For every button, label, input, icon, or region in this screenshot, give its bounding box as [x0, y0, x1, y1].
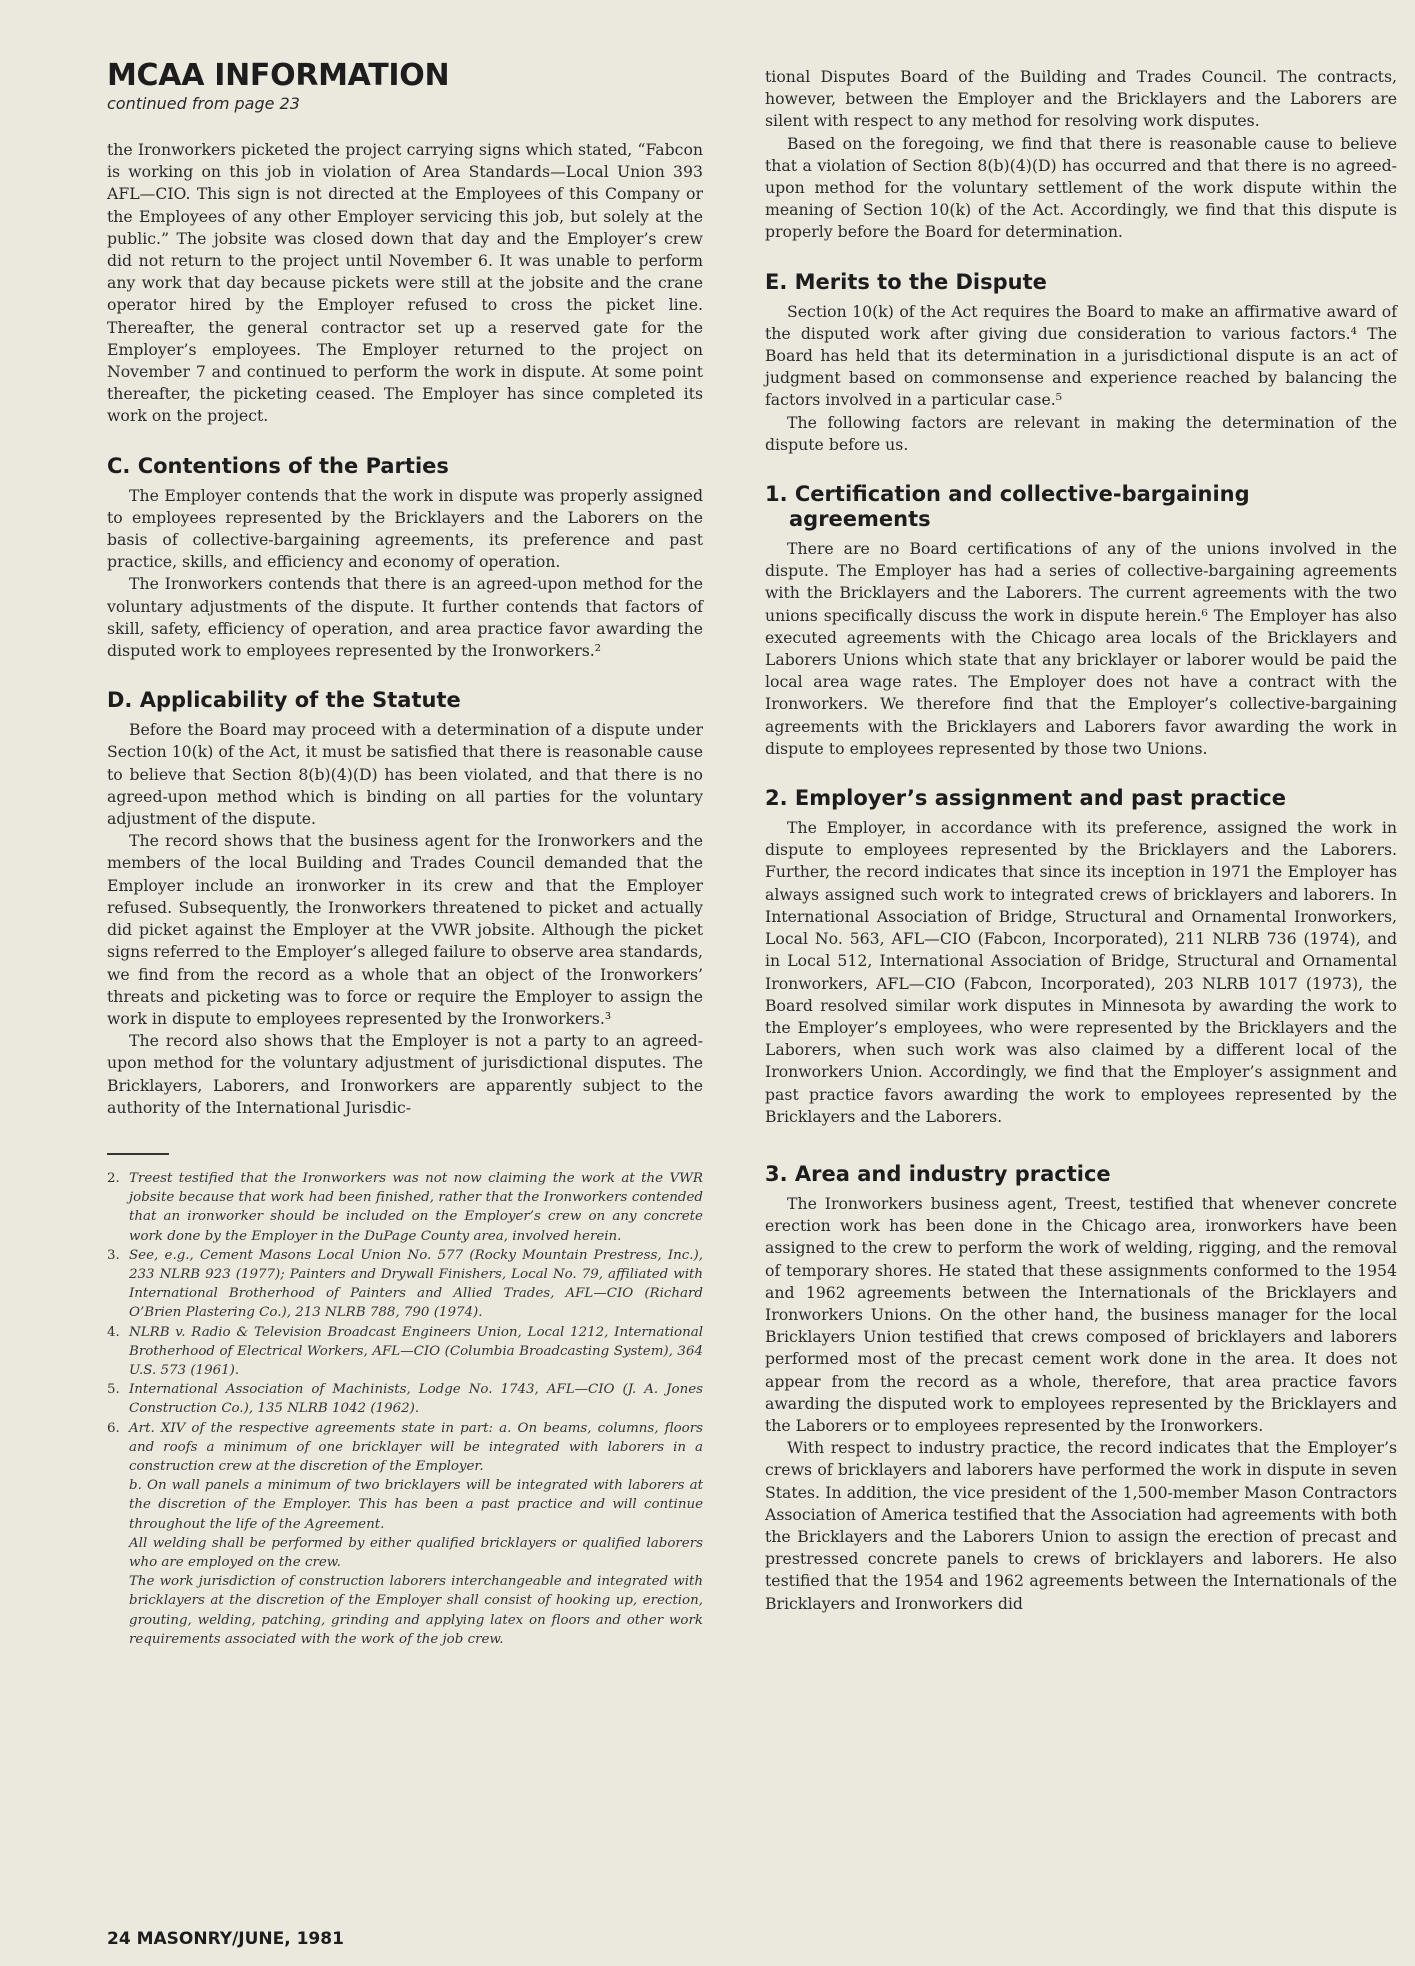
section-e-paragraph: Section 10(k) of the Act requires the Board to make an affirmative award of the disputed work after giving due consideration to various factors.⁴ The Board has held that its determination in a jurisdictional dispute is an act of judgment based on commonsense and experience reached by balancing the factors involved in a particular case.⁵: [765, 301, 1397, 410]
factor-1-heading: 1. Certification and collective-bargaining agreements: [765, 482, 1250, 532]
footnote: 5. International Association of Machinists, Lodge No. 1743, AFL—CIO (J. A. Jones Construction Co.), 135 NLRB 1042 (1962).: [107, 1382, 703, 1417]
section-d-paragraph: Before the Board may proceed with a determination of a dispute under Section 10(k) of the Act, it must be satisfied that there is reasonable cause to believe that Section 8(b)(4)(D) has been violated, and that there is no agreed-upon method which is binding on all parties for the voluntary adjustment of the dispute.: [107, 720, 703, 829]
right-column: [765, 66, 1397, 1615]
factor-3-paragraph: The Ironworkers business agent, Treest, testified that whenever concrete erection work has been done in the Chicago area, ironworkers have been assigned to the crew to perform the work of welding, rigging, and the removal of temporary shores. He stated that these assignments conformed to the 1954 and 1962 agreements between the Internationals of the Bricklayers and Ironworkers Unions. On the other hand, the business manager for the local Bricklayers Union testified that crews composed of bricklayers and laborers performed most of the precast cement work done in the area. It does not appear from the record as a whole, therefore, that area practice favors awarding the disputed work to employees represented by the Bricklayers and the Laborers or to employees represented by the Ironworkers.: [765, 1193, 1397, 1435]
section-e-paragraph: The following factors are relevant in making the determination of the dispute before us.: [765, 412, 1397, 454]
section-d-heading: D. Applicability of the Statute: [107, 688, 461, 713]
footnote: 2. Treest testified that the Ironworkers was not now claiming the work at the VWR jobsite because that work had been finished, rather that the Ironworkers contended that an ironworker should be included on the Employer’s crew on any concrete work done by the Employer in the DuPage County area, involved herein.: [107, 1170, 703, 1244]
footnote: 3. See, e.g., Cement Masons Local Union No. 577 (Rocky Mountain Prestress, Inc.), 233 NLRB 923 (1977); Painters and Drywall Finishers, Local No. 79, affiliated with International Brotherhood of Painters and Allied Trades, AFL—CIO (Richard O’Brien Plastering Co.), 213 NLRB 788, 790 (1974).: [107, 1247, 703, 1321]
footnote-continuation: The work jurisdiction of construction laborers interchangeable and integrated with bricklayers at the discretion of the Employer shall consist of hooking up, erection, grouting, welding, patching, grinding and applying latex on floors and other work requirements associated with the work of the job crew.: [129, 1574, 703, 1647]
footnote: 4. NLRB v. Radio & Television Broadcast Engineers Union, Local 1212, International Brotherhood of Electrical Workers, AFL—CIO (Columbia Broadcasting System), 364 U.S. 573 (1961).: [107, 1324, 703, 1378]
footnote-divider: [107, 1153, 169, 1155]
section-d-paragraph: The record also shows that the Employer is not a party to an agreed-upon method for the voluntary adjustment of jurisdictional disputes. The Bricklayers, Laborers, and Ironworkers are apparently subject to the authority of the International Jurisdic-: [107, 1031, 703, 1117]
left-column: [107, 60, 703, 1649]
footnote: 6. Art. XIV of the respective agreements state in part: a. On beams, columns, floors and roofs a minimum of one bricklayer will be integrated with laborers in a construction crew at the discretion of the Employer.: [107, 1420, 703, 1474]
section-c-heading: C. Contentions of the Parties: [107, 453, 449, 478]
section-e-heading: E. Merits to the Dispute: [765, 269, 1047, 294]
continued-paragraph: tional Disputes Board of the Building and Trades Council. The contracts, however, between the Employer and the Bricklayers and the Laborers are silent with respect to any method for resolving work disputes.: [765, 67, 1397, 131]
factor-3-paragraph: With respect to industry practice, the record indicates that the Employer’s crews of bricklayers and laborers have performed the work in dispute in seven States. In addition, the vice president of the 1,500-member Mason Contractors Association of America testified that the Association had agreements with both the Bricklayers and the Laborers Union to assign the erection of precast and prestressed concrete panels to crews of bricklayers and laborers. He also testified that the 1954 and 1962 agreements between the Internationals of the Bricklayers and Ironworkers did: [765, 1438, 1397, 1613]
footnote-continuation: All welding shall be performed by either qualified bricklayers or qualified laborers who are employed on the crew.: [129, 1535, 703, 1570]
continued-note: continued from page 23: [107, 94, 300, 113]
factor-3-heading: 3. Area and industry practice: [765, 1161, 1111, 1186]
footnote-continuation: b. On wall panels a minimum of two bricklayers will be integrated with laborers at the discretion of the Employer. This has been a past practice and will continue throughout the life of the Agreement.: [129, 1478, 703, 1532]
section-d-paragraph: The record shows that the business agent for the Ironworkers and the members of the local Building and Trades Council demanded that the Employer include an ironworker in its crew and that the Employer refused. Subsequently, the Ironworkers threatened to picket and actually did picket against the Employer at the VWR jobsite. Although the picket signs referred to the Employer’s alleged failure to observe area standards, we find from the record as a whole that an object of the Ironworkers’ threats and picketing was to force or require the Employer to assign the work in dispute to employees represented by the Ironworkers.³: [107, 831, 703, 1028]
factor-2-paragraph: The Employer, in accordance with its preference, assigned the work in dispute to employees represented by the Bricklayers and the Laborers. Further, the record indicates that since its inception in 1971 the Employer has always assigned such work to integrated crews of bricklayers and laborers. In International Association of Bridge, Structural and Ornamental Ironworkers, Local No. 563, AFL—CIO (Fabcon, Incorporated), 211 NLRB 736 (1974), and in Local 512, International Association of Bridge, Structural and Ornamental Ironworkers, AFL—CIO (Fabcon, Incorporated), 203 NLRB 1017 (1973), the Board resolved similar work disputes in Minnesota by awarding the work to the Employer’s employees, who were represented by the Bricklayers and the Laborers, when such work was also claimed by a different local of the Ironworkers Union. Accordingly, we find that the Employer’s assignment and past practice favors awarding the work to employees represented by the Bricklayers and the Laborers.: [765, 818, 1397, 1126]
factor-2-heading: 2. Employer’s assignment and past practice: [765, 786, 1286, 811]
page-title: MCAA INFORMATION: [107, 58, 450, 93]
section-c-paragraph: The Employer contends that the work in dispute was properly assigned to employees represented by the Bricklayers and the Laborers on the basis of collective-bargaining agreements, its preference and past practice, skills, and efficiency and economy of operation.: [107, 485, 703, 572]
page-footer: 24 MASONRY/JUNE, 1981: [107, 1929, 344, 1949]
body-paragraph: Based on the foregoing, we find that there is reasonable cause to believe that a violation of Section 8(b)(4)(D) has occurred and that there is no agreed-upon method for the voluntary settlement of the work dispute within the meaning of Section 10(k) of the Act. Accordingly, we find that this dispute is properly before the Board for determination.: [765, 133, 1397, 242]
intro-paragraph: the Ironworkers picketed the project carrying signs which stated, “Fabcon is working on this job in violation of Area Standards—Local Union 393 AFL—CIO. This sign is not directed at the Employees of this Company or the Employees of any other Employer servicing this job, but solely at the public.” The jobsite was closed down that day and the Employer’s crew did not return to the project until November 6. It was unable to perform any work that day because pickets were still at the jobsite and the crane operator hired by the Employer refused to cross the picket line. Thereafter, the general contractor set up a reserved gate for the Employer’s employees. The Employer returned to the project on November 7 and continued to perform the work in dispute. At some point thereafter, the picketing ceased. The Employer has since completed its work on the project.: [107, 140, 703, 426]
factor-1-paragraph: There are no Board certifications of any of the unions involved in the dispute. The Employer has had a series of collective-bargaining agreements with the Bricklayers and the Laborers. The current agreements with the two unions specifically discuss the work in dispute herein.⁶ The Employer has also executed agreements with the Chicago area locals of the Bricklayers and Laborers Unions which state that any bricklayer or laborer would be paid the local area wage rates. The Employer does not have a contract with the Ironworkers. We therefore find that the Employer’s collective-bargaining agreements with the Bricklayers and Laborers favor awarding the work in dispute to employees represented by those two Unions.: [765, 539, 1397, 758]
section-c-paragraph: The Ironworkers contends that there is an agreed-upon method for the voluntary adjustments of the dispute. It further contends that factors of skill, safety, efficiency of operation, and area practice favor awarding the disputed work to employees represented by the Ironworkers.²: [107, 574, 703, 661]
